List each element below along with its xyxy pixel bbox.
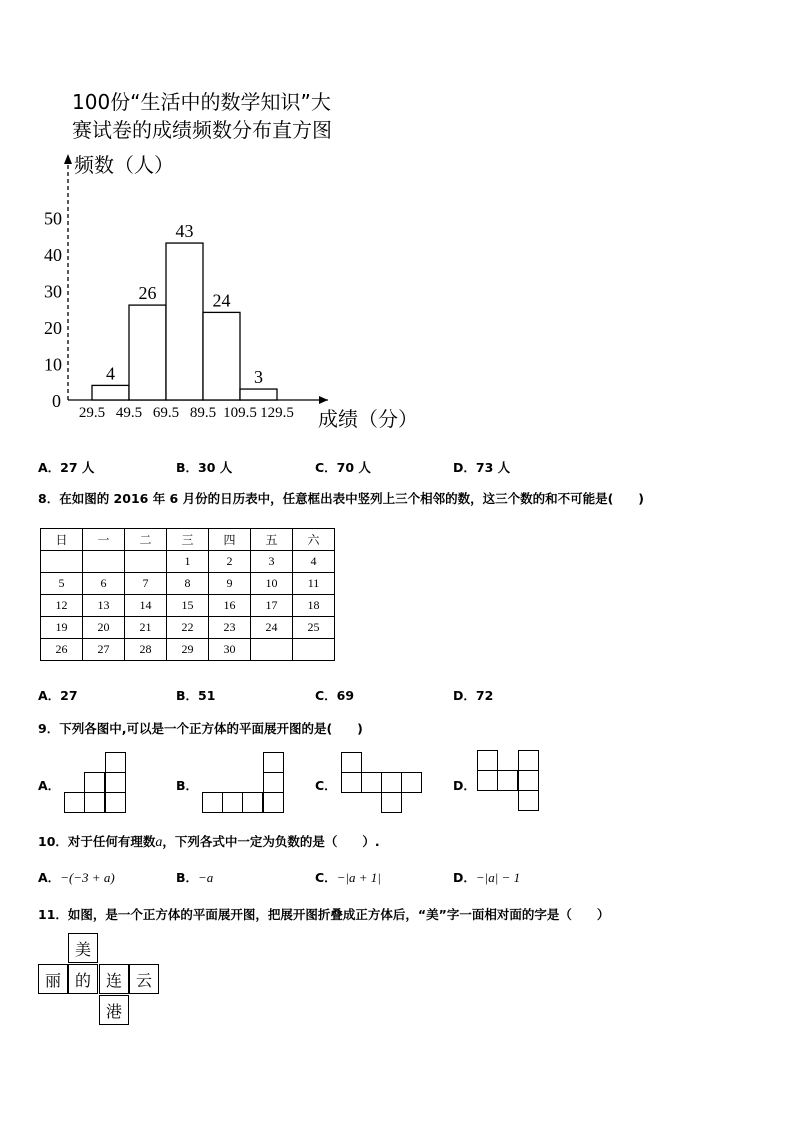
calendar-row [41,573,335,595]
calendar-cell: 23 [209,617,251,639]
histogram-chart [30,150,450,440]
calendar-cell: 21 [125,617,167,639]
chart-title-line1: 100份“生活中的数学知识”大 [72,90,331,114]
q10-text-part1: 10．对于任何有理数 [38,834,156,849]
q8-option-d: D．72 [453,688,494,703]
q8-option-a: A．27 [38,688,78,703]
x-tick-label: 29.5 [78,405,106,421]
calendar-cell: 1 [167,551,209,573]
calendar-cell: 29 [167,639,209,661]
calendar-cell [293,639,335,661]
weekday-header: 二 [125,529,167,551]
calendar-row [41,617,335,639]
q10-option-b [176,868,213,886]
calendar-cell: 5 [41,573,83,595]
q9-net-d [477,750,541,812]
q11-cube-net [38,933,160,1026]
net-face-yun: 云 [129,964,159,994]
q7-option-b: B．30 人 [176,460,233,475]
calendar-cell: 19 [41,617,83,639]
q7-option-c: C．70 人 [315,460,371,475]
histogram-bar [92,385,129,400]
calendar-cell: 20 [83,617,125,639]
histogram-bar [240,389,277,400]
calendar-cell: 16 [209,595,251,617]
q9-option-c-label: C． [315,778,337,793]
q10-option-c-label: C． [315,870,337,885]
net-face-gang: 港 [99,995,129,1025]
q8-question: 8．在如图的 2016 年 6 月份的日历表中，任意框出表中竖列上三个相邻的数，这三个数的和不可能是( ) [38,491,645,506]
q9-option-b-label: B． [176,778,199,793]
q8-option-c: C．69 [315,688,355,703]
q10-option-b-label: B． [176,870,199,885]
calendar-cell: 14 [125,595,167,617]
q10-question [38,832,380,851]
histogram-bar [129,305,166,400]
weekday-header: 一 [83,529,125,551]
calendar-cell: 22 [167,617,209,639]
calendar-cell: 7 [125,573,167,595]
q9-option-a-label: A． [38,778,61,793]
weekday-header: 四 [209,529,251,551]
q10-option-a-label: A． [38,870,61,885]
q9-net-c [341,752,423,814]
calendar-cell [83,551,125,573]
calendar-cell: 30 [209,639,251,661]
weekday-header: 六 [293,529,335,551]
q9-question: 9．下列各图中,可以是一个正方体的平面展开图的是( ) [38,721,363,736]
bar-value-label: 24 [212,290,231,311]
bar-value-label: 4 [106,363,115,384]
histogram-bar [166,243,203,400]
weekday-header: 五 [251,529,293,551]
q8-option-b: B．51 [176,688,216,703]
bar-value-label: 3 [254,367,263,388]
calendar-cell: 28 [125,639,167,661]
x-tick-label: 89.5 [189,405,217,421]
q9-net-a [64,752,126,814]
q9-option-d-label: D． [453,778,476,793]
q7-option-d: D．73 人 [453,460,511,475]
calendar-cell: 4 [293,551,335,573]
y-tick-label: 20 [44,318,62,338]
q10-text-part2: ，下列各式中一定为负数的是（ ）. [162,834,380,849]
net-face-li: 丽 [38,964,68,994]
calendar-cell: 11 [293,573,335,595]
y-tick-label: 30 [44,281,62,302]
calendar-header-row [41,529,335,551]
chart-title-line2: 赛试卷的成绩频数分布直方图 [72,118,332,142]
calendar-cell: 2 [209,551,251,573]
net-face-lian: 连 [99,964,129,994]
calendar-row [41,551,335,573]
calendar-cell: 10 [251,573,293,595]
y-axis-label: 频数（人） [74,153,174,177]
calendar-cell: 17 [251,595,293,617]
calendar-cell [125,551,167,573]
calendar-cell: 25 [293,617,335,639]
calendar-cell: 26 [41,639,83,661]
q10-option-c [315,868,381,886]
y-tick-label: 40 [44,245,62,265]
q10-option-c-expr: −|a + 1| [336,870,381,885]
x-tick-label: 109.5 [223,405,257,421]
calendar-cell: 3 [251,551,293,573]
calendar-cell: 12 [41,595,83,617]
calendar-cell: 27 [83,639,125,661]
x-tick-label: 49.5 [115,405,143,421]
calendar-cell [41,551,83,573]
origin-label: 0 [52,391,61,411]
calendar-row [41,639,335,661]
calendar-row [41,595,335,617]
x-tick-label: 129.5 [260,405,294,421]
q10-option-a [38,868,115,886]
y-tick-label: 50 [44,208,62,229]
calendar-cell: 24 [251,617,293,639]
net-face-mei: 美 [68,933,98,963]
weekday-header: 日 [41,529,83,551]
q11-question: 11．如图，是一个正方体的平面展开图，把展开图折叠成正方体后，“美”字一面相对面的字是（ ） [38,907,610,922]
x-axis-arrow [319,396,328,404]
histogram-bar [203,312,240,400]
q10-option-d [453,868,520,886]
y-tick-label: 10 [44,354,62,375]
q10-option-d-expr: −|a| − 1 [475,870,521,885]
net-face-de: 的 [68,964,98,994]
q7-option-a: A．27 人 [38,460,95,475]
q10-option-d-label: D． [453,870,476,885]
bar-value-label: 43 [175,221,194,242]
q10-variable: a [155,835,163,850]
bar-value-label: 26 [138,283,157,304]
q10-option-a-expr: −(−3 + a) [60,870,115,885]
y-axis-arrow [64,154,72,164]
calendar-cell: 8 [167,573,209,595]
calendar-cell [251,639,293,661]
calendar-cell: 6 [83,573,125,595]
q9-net-b [202,752,284,814]
calendar-cell: 13 [83,595,125,617]
calendar-cell: 9 [209,573,251,595]
calendar-table [40,528,335,661]
q10-option-b-expr: −a [198,870,214,885]
calendar-cell: 18 [293,595,335,617]
x-axis-label: 成绩（分） [318,407,418,431]
weekday-header: 三 [167,529,209,551]
calendar-cell: 15 [167,595,209,617]
x-tick-label: 69.5 [152,405,180,421]
